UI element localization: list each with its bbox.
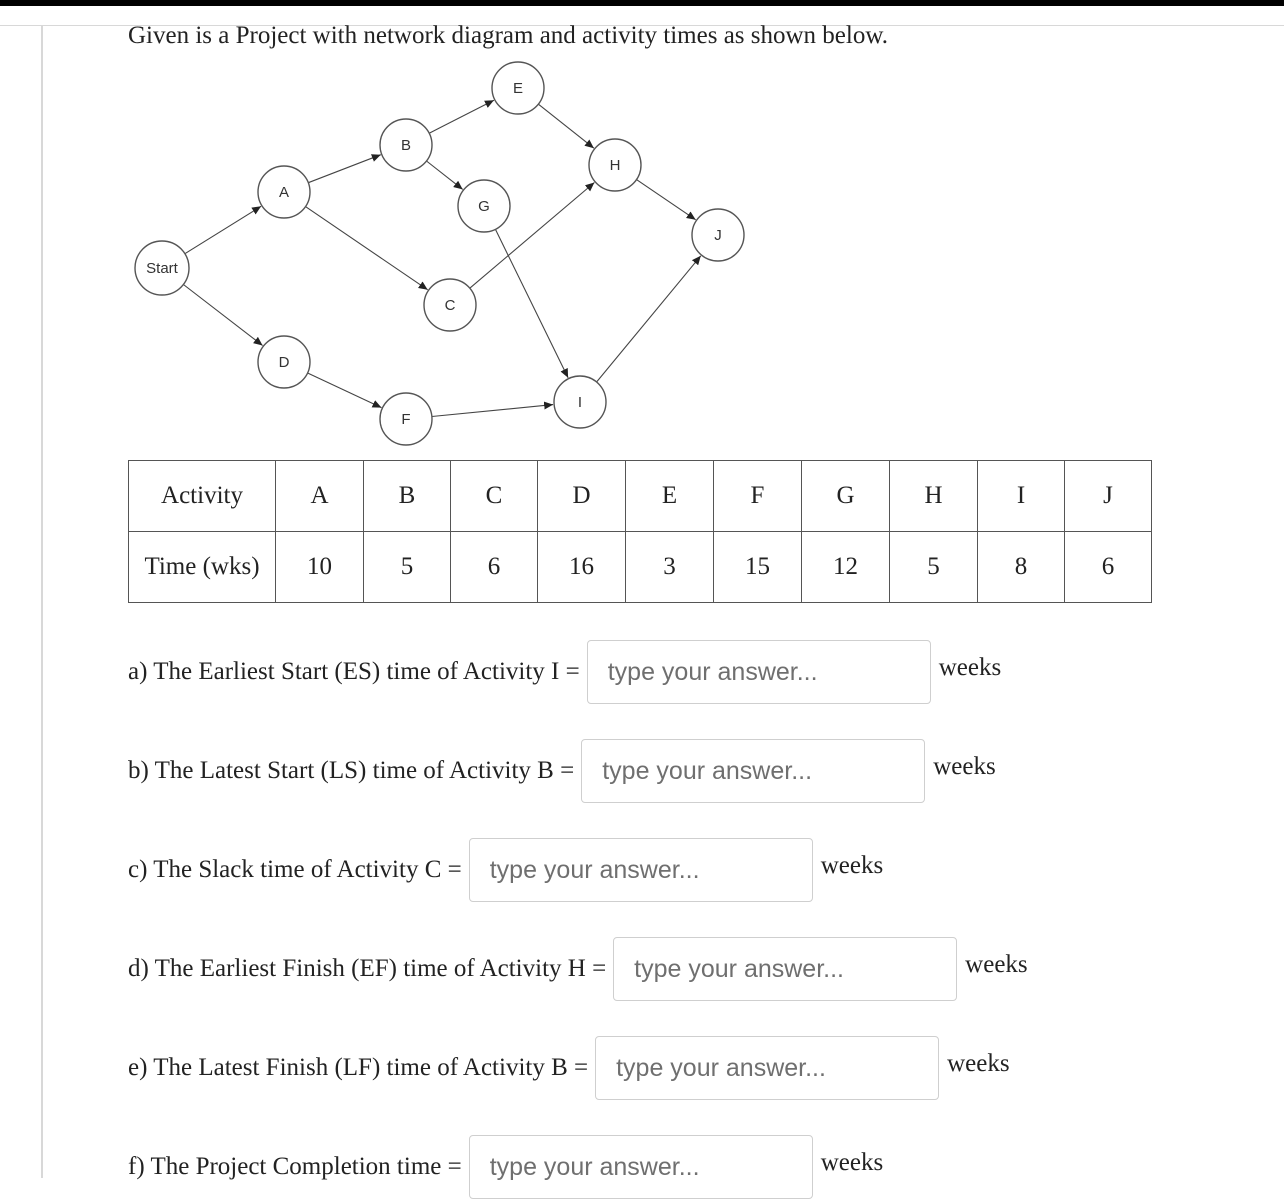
unit-label-f: weeks (820, 1149, 884, 1176)
table-cell-activity: A (276, 461, 364, 532)
arrow-F-to-I (432, 405, 553, 417)
table-cell-time: 15 (714, 532, 802, 603)
top-bar (0, 0, 1284, 6)
table-header-activity: Activity (129, 461, 276, 532)
node-label: I (577, 394, 583, 411)
node-label: H (609, 157, 621, 174)
table-row-activity (129, 461, 1152, 532)
arrow-A-to-C (306, 207, 428, 290)
node-g (458, 180, 510, 232)
table-cell-time: 8 (978, 532, 1065, 603)
network-diagram (128, 55, 788, 455)
node-start (135, 241, 189, 295)
answer-input-d[interactable] (613, 937, 957, 1001)
node-f (380, 393, 432, 445)
node-label: F (401, 411, 411, 428)
table-cell-activity: F (714, 461, 802, 532)
node-d (258, 336, 310, 388)
question-c-text: c) The Slack time of Activity C = (128, 856, 462, 883)
arrow-I-to-J (597, 256, 701, 382)
question-d (128, 937, 1028, 1001)
table-cell-activity: I (978, 461, 1065, 532)
table-cell-time: 16 (538, 532, 626, 603)
node-label: E (512, 80, 524, 97)
table-cell-activity: D (538, 461, 626, 532)
arrow-H-to-J (637, 180, 696, 220)
question-e (128, 1036, 1010, 1100)
arrow-D-to-F (308, 373, 382, 408)
node-b (380, 119, 432, 171)
question-b-text: b) The Latest Start (LS) time of Activity B = (128, 757, 575, 784)
arrow-E-to-H (538, 104, 594, 148)
node-label: Start (146, 260, 178, 277)
table-cell-activity: G (802, 461, 890, 532)
node-label: D (278, 354, 290, 371)
answer-input-f[interactable] (469, 1135, 813, 1199)
table-cell-activity: J (1065, 461, 1152, 532)
answer-input-a[interactable] (587, 640, 931, 704)
question-a-text: a) The Earliest Start (ES) time of Activity I = (128, 658, 580, 685)
node-a (258, 166, 310, 218)
question-e-text: e) The Latest Finish (LF) time of Activity B = (128, 1054, 589, 1081)
arrow-B-to-E (429, 100, 494, 133)
arrow-start-to-A (185, 206, 261, 253)
arrow-B-to-G (427, 161, 463, 189)
node-i (554, 376, 606, 428)
left-divider (41, 25, 43, 1178)
node-label: G (478, 198, 490, 215)
node-c (424, 279, 476, 331)
unit-label-d: weeks (965, 951, 1028, 978)
node-label: C (444, 297, 456, 314)
question-f-text: f) The Project Completion time = (128, 1153, 462, 1180)
node-j (692, 209, 744, 261)
arrow-start-to-D (183, 285, 262, 346)
activity-time-table (128, 460, 1152, 603)
node-label: B (400, 137, 412, 154)
question-f (128, 1135, 883, 1199)
table-row-time (129, 532, 1152, 603)
unit-label-a: weeks (938, 654, 1002, 681)
table-cell-activity: B (364, 461, 451, 532)
question-d-text: d) The Earliest Finish (EF) time of Activity H = (128, 955, 607, 982)
question-c (128, 838, 883, 902)
question-intro: Given is a Project with network diagram and activity times as shown below. (128, 22, 889, 49)
unit-label-e: weeks (947, 1050, 1010, 1077)
table-cell-time: 6 (451, 532, 538, 603)
table-cell-activity: H (890, 461, 978, 532)
answer-input-c[interactable] (469, 838, 813, 902)
table-cell-time: 3 (626, 532, 714, 603)
answer-input-e[interactable] (595, 1036, 939, 1100)
table-cell-time: 10 (276, 532, 364, 603)
table-cell-time: 6 (1065, 532, 1152, 603)
question-a (128, 640, 1001, 704)
table-cell-activity: C (451, 461, 538, 532)
table-cell-time: 5 (364, 532, 451, 603)
arrow-A-to-B (308, 155, 381, 183)
node-h (589, 139, 641, 191)
table-header-time: Time (wks) (129, 532, 276, 603)
node-e (492, 62, 544, 114)
unit-label-c: weeks (820, 852, 884, 879)
table-cell-activity: E (626, 461, 714, 532)
question-b (128, 739, 996, 803)
table-cell-time: 12 (802, 532, 890, 603)
arrow-G-to-I (495, 229, 568, 377)
table-cell-time: 5 (890, 532, 978, 603)
unit-label-b: weeks (933, 753, 996, 780)
node-label: A (278, 184, 290, 201)
node-label: J (714, 227, 722, 244)
answer-input-b[interactable] (581, 739, 925, 803)
